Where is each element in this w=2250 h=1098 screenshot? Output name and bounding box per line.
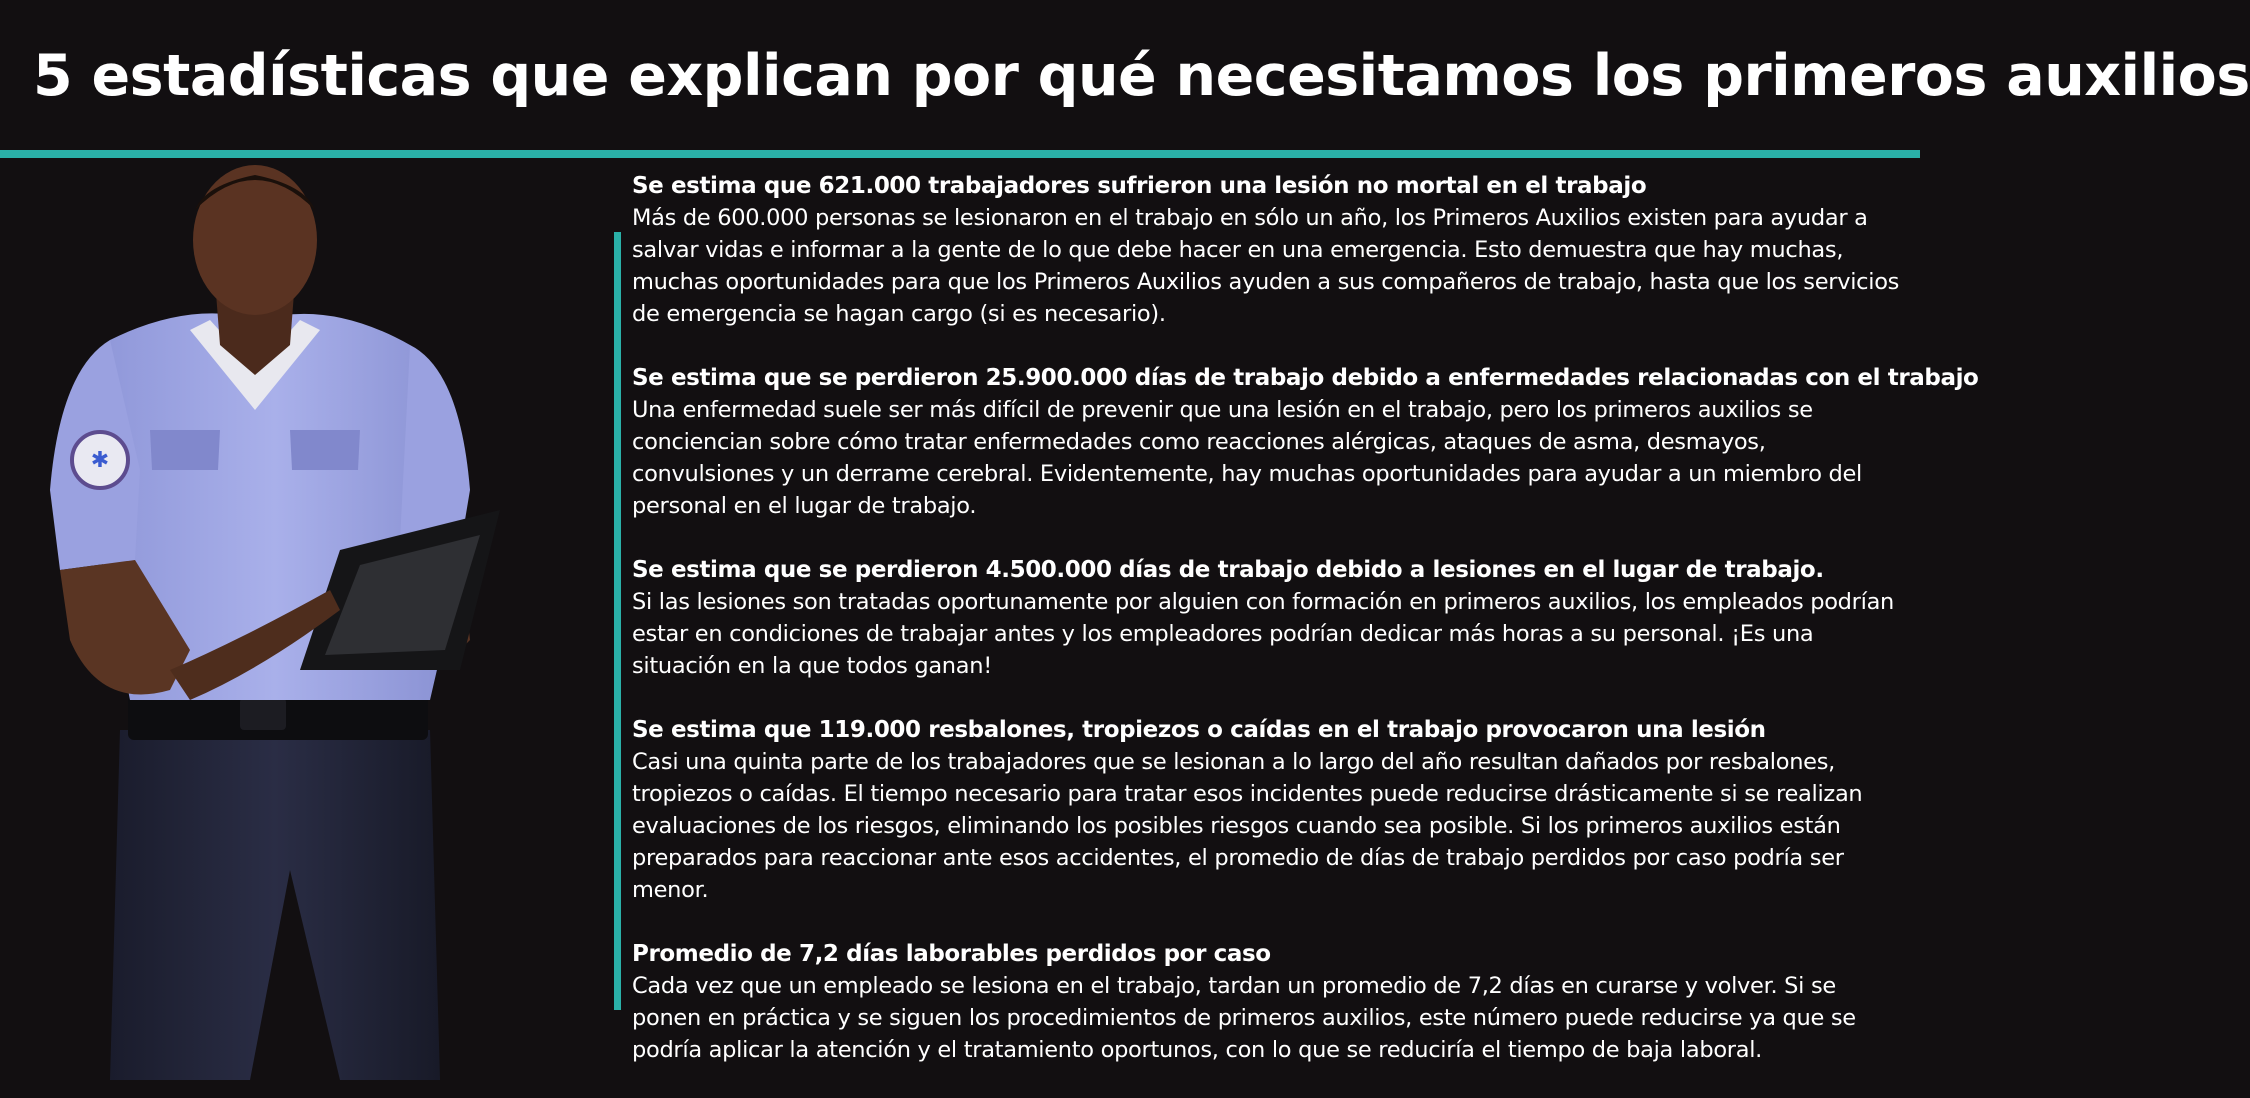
stat-item: [632, 362, 1979, 522]
svg-text:✱: ✱: [90, 448, 110, 473]
page-title: 5 estadísticas que explican por qué necesitamos los primeros auxilios: [33, 43, 2250, 109]
stat-body: Más de 600.000 personas se lesionaron en el trabajo en sólo un año, los Primeros Auxilios existen para ayudar a salvar vidas e informar a la gente de lo que debe hacer en una emergencia. Esto demuestra que hay muchas, muchas oportunidades para que los Primeros Auxilios ayuden a sus compañeros de trabajo, hasta que los servicios de emergencia se hagan cargo (si es necesario).: [632, 205, 1900, 327]
stat-item: [632, 714, 1902, 906]
stat-body: Cada vez que un empleado se lesiona en el trabajo, tardan un promedio de 7,2 días en curarse y volver. Si se ponen en práctica y se siguen los procedimientos de primeros auxilios, este número puede reducirse ya que se podría aplicar la atención y el tratamiento oportunos, con lo que se reduciría el tiempo de baja laboral.: [632, 973, 1856, 1063]
stats-list: [632, 170, 1979, 1098]
head: [193, 165, 317, 315]
stat-heading: Se estima que 621.000 trabajadores sufrieron una lesión no mortal en el trabajo: [632, 173, 1647, 199]
stat-item: [632, 554, 1902, 682]
stat-item: [632, 938, 1902, 1066]
accent-side-bar: [614, 232, 621, 1010]
stat-heading: Promedio de 7,2 días laborables perdidos por caso: [632, 941, 1271, 967]
stat-heading: Se estima que se perdieron 25.900.000 días de trabajo debido a enfermedades relacionadas con el trabajo: [632, 365, 1979, 391]
stat-item: [632, 170, 1902, 330]
stat-heading: Se estima que se perdieron 4.500.000 días de trabajo debido a lesiones en el lugar de trabajo.: [632, 557, 1824, 583]
title-divider: [0, 150, 1920, 158]
stat-body: Una enfermedad suele ser más difícil de prevenir que una lesión en el trabajo, pero los primeros auxilios se conciencian sobre cómo tratar enfermedades como reacciones alérgicas, ataques de asma, desmayos, convulsiones y un derrame cerebral. Evidentemente, hay muchas oportunidades para ayudar a un miembro del personal en el lugar de trabajo.: [632, 397, 1863, 519]
trousers: [110, 730, 440, 1080]
paramedic-photo: [40, 170, 600, 1080]
stat-body: Si las lesiones son tratadas oportunamente por alguien con formación en primeros auxilios, los empleados podrían estar en condiciones de trabajar antes y los empleadores podrían dedicar más horas a su personal. ¡Es una situación en la que todos ganan!: [632, 589, 1895, 679]
stat-heading: Se estima que 119.000 resbalones, tropiezos o caídas en el trabajo provocaron una lesión: [632, 717, 1766, 743]
stat-body: Casi una quinta parte de los trabajadores que se lesionan a lo largo del año resultan dañados por resbalones, tropiezos o caídas. El tiempo necesario para tratar esos incidentes puede reducirse drásticamente si se realizan evaluaciones de los riesgos, eliminando los posibles riesgos cuando sea posible. Si los primeros auxilios están preparados para reaccionar ante esos accidentes, el promedio de días de trabajo perdidos por caso podría ser menor.: [632, 749, 1863, 903]
